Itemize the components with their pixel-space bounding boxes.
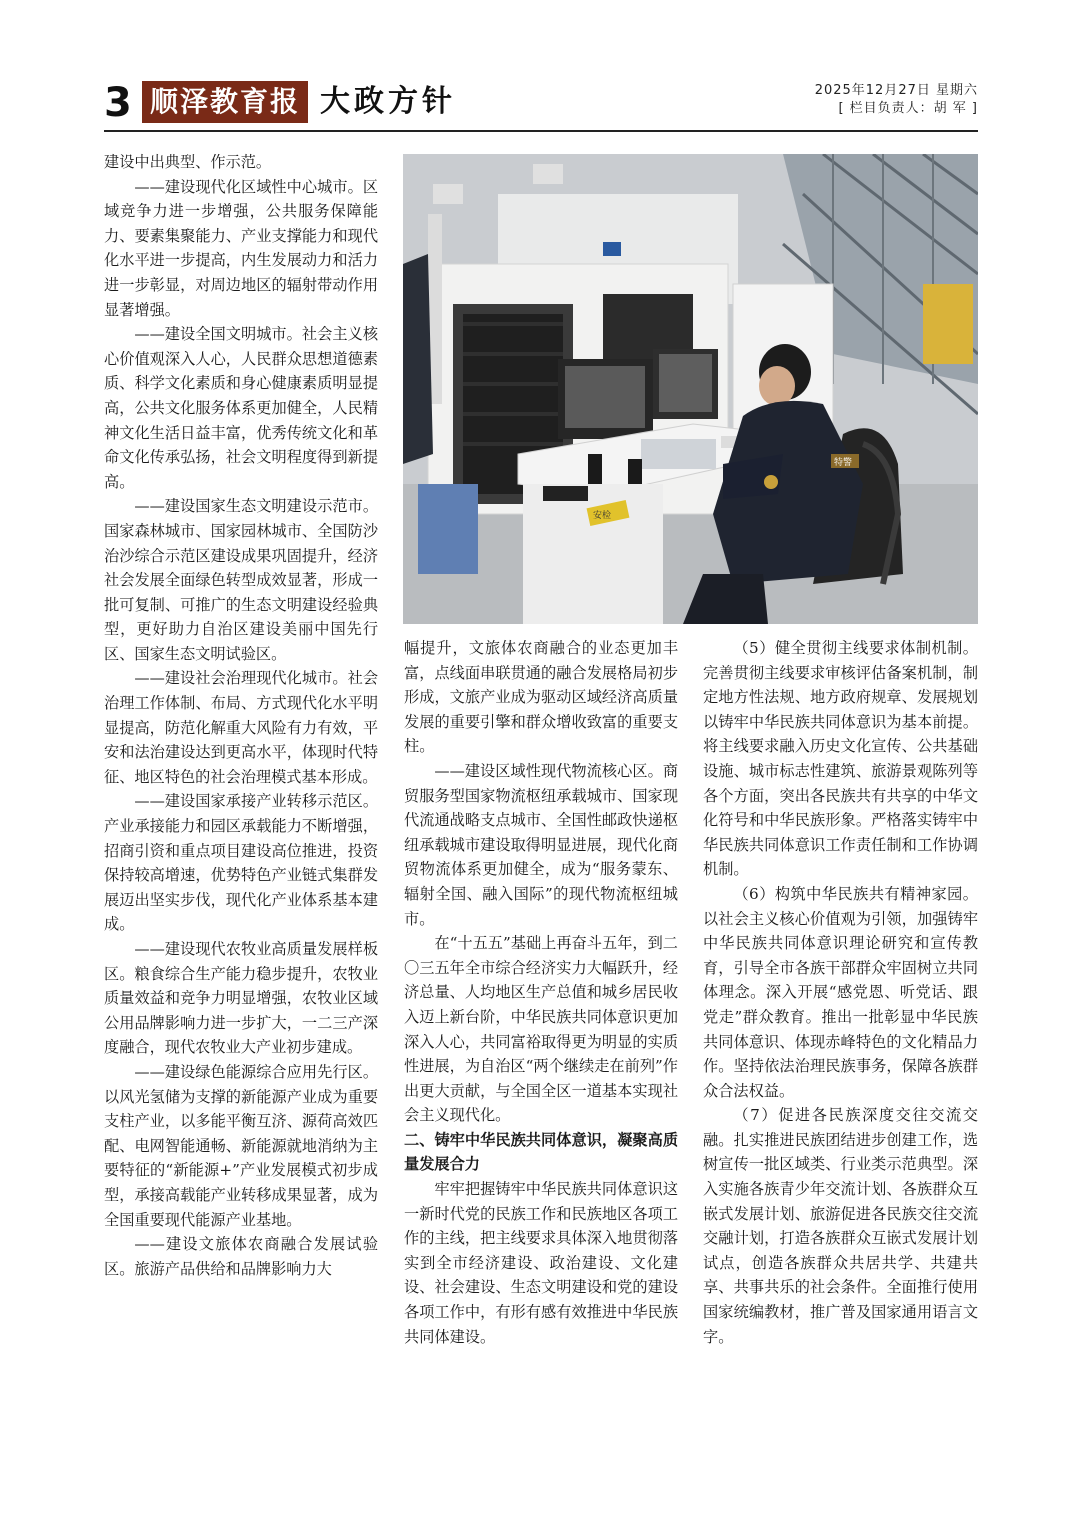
paragraph: ——建设现代农牧业高质量发展样板区。粮食综合生产能力稳步提升，农牧业质量效益和竞争力明显增强，农牧业区域公用品牌影响力进一步扩大，一二三产深度融合，现代农牧业大产业初步建成。 — [104, 940, 378, 1057]
paragraph: 牢牢把握铸牢中华民族共同体意识这一新时代党的民族工作和民族地区各项工作的主线，把主线要求具体深入地贯彻落实到全市经济建设、政治建设、文化建设、社会建设、生态文明建设和党的建设各项工作中，有形有感有效推进中华民族共同体建设。 — [404, 1180, 678, 1346]
article-column-3 — [703, 636, 978, 1349]
photo-badge-text: 特警 — [834, 458, 853, 468]
paragraph: ——建设全国文明城市。社会主义核心价值观深入人心，人民群众思想道德素质、科学文化素质和身心健康素质明显提高，公共文化服务体系更加健全，人民精神文化生活日益丰富，优秀传统文化和革命文化传承弘扬，社会文明程度得到新提高。 — [104, 325, 378, 491]
photo-sticker-text: 安检 — [593, 511, 612, 521]
page-number: 3 — [104, 80, 132, 126]
section-title: 大政方针 — [320, 84, 456, 119]
masthead — [104, 78, 978, 134]
paragraph: ——建设社会治理现代化城市。社会治理工作体制、布局、方式现代化水平明显提高，防范化解重大风险有力有效，平安和法治建设达到更高水平，体现时代特征、地区特色的社会治理模式基本形成。 — [104, 669, 378, 786]
paragraph: ——建设国家生态文明建设示范市。国家森林城市、国家园林城市、全国防沙治沙综合示范区建设成果巩固提升，经济社会发展全面绿色转型成效显著，形成一批可复制、可推广的生态文明建设经验典型，更好助力自治区建设美丽中国先行区、国家生态文明试验区。 — [104, 497, 378, 663]
section-heading: 二、铸牢中华民族共同体意识，凝聚高质量发展合力 — [404, 1130, 678, 1174]
header-rule — [104, 130, 978, 132]
issue-date: 2025年12月27日 星期六 — [814, 83, 978, 98]
article-column-1 — [104, 150, 378, 1281]
paragraph: 幅提升，文旅体农商融合的业态更加丰富，点线面串联贯通的融合发展格局初步形成，文旅产业成为驱动区域经济高质量发展的重要引擎和群众增收致富的重要支柱。 — [404, 639, 678, 756]
paragraph: （7）促进各民族深度交往交流交融。扎实推进民族团结进步创建工作，选树宣传一批区域类、行业类示范典型。深入实施各族青少年交流计划、各族群众互嵌式发展计划、旅游促进各民族交往交流交融计划，打造各族群众互嵌式发展计划试点，创造各族群众共居共学、共建共享、共事共乐的社会条件。全面推行使用国家统编教材，推广普及国家通用语言文字。 — [703, 1106, 978, 1346]
paragraph: ——建设文旅体农商融合发展试验区。旅游产品供给和品牌影响力大 — [104, 1235, 378, 1278]
column-editor: [ 栏目负责人：胡 军 ] — [838, 101, 978, 116]
paragraph: ——建设区域性现代物流核心区。商贸服务型国家物流枢纽承载城市、国家现代流通战略支点城市、全国性邮政快递枢纽承载城市建设取得明显进展，现代化商贸物流体系更加健全，成为“服务蒙东、辐射全国、融入国际”的现代物流枢纽城市。 — [404, 761, 678, 928]
paragraph: ——建设绿色能源综合应用先行区。以风光氢储为支撑的新能源产业成为重要支柱产业，以多能平衡互济、源荷高效匹配、电网智能通畅、新能源就地消纳为主要特征的“新能源+”产业发展模式初步成型，承接高载能产业转移成果显著，成为全国重要现代能源产业基地。 — [104, 1062, 378, 1229]
dateline — [815, 82, 978, 118]
paragraph: （6）构筑中华民族共有精神家园。以社会主义核心价值观为引领，加强铸牢中华民族共同体意识理论研究和宣传教育，引导全市各族干部群众牢固树立共同体理念。深入开展“感党恩、听党话、跟党走”群众教育。推出一批彰显中华民族共同体意识、体现赤峰特色的文化精品力作。坚持依法治理民族事务，保障各族群众合法权益。 — [703, 884, 978, 1100]
article-column-2 — [404, 636, 678, 1349]
paragraph: 建设中出典型、作示范。 — [104, 153, 272, 171]
paragraph: ——建设国家承接产业转移示范区。产业承接能力和园区承载能力不断增强，招商引资和重点项目建设高位推进，投资保持较高增速，优势特色产业链式集群发展迈出坚实步伐，现代化产业体系基本建成。 — [104, 792, 378, 934]
paragraph: ——建设现代化区域性中心城市。区域竞争力进一步增强，公共服务保障能力、要素集聚能力、产业支撑能力和现代化水平进一步提高，内生发展动力和活力进一步彰显，对周边地区的辐射带动作用显著增强。 — [104, 177, 378, 319]
news-photo — [403, 154, 978, 624]
newspaper-logo: 顺泽教育报 — [142, 81, 308, 123]
paragraph: （5）健全贯彻主线要求体制机制。完善贯彻主线要求审核评估备案机制，制定地方性法规、地方政府规章、发展规划以铸牢中华民族共同体意识为基本前提。将主线要求融入历史文化宣传、公共基础设施、城市标志性建筑、旅游景观陈列等各个方面，突出各民族共有共享的中华文化符号和中华民族形象。严格落实铸牢中华民族共同体意识工作责任制和工作协调机制。 — [703, 639, 978, 879]
paragraph: 在“十五五”基础上再奋斗五年，到二〇三五年全市综合经济实力大幅跃升，经济总量、人均地区生产总值和城乡居民收入迈上新台阶，中华民族共同体意识更加深入人心，共同富裕取得更为明显的实质性进展，为自治区“两个继续走在前列”作出更大贡献，与全国全区一道基本实现社会主义现代化。 — [404, 934, 678, 1125]
